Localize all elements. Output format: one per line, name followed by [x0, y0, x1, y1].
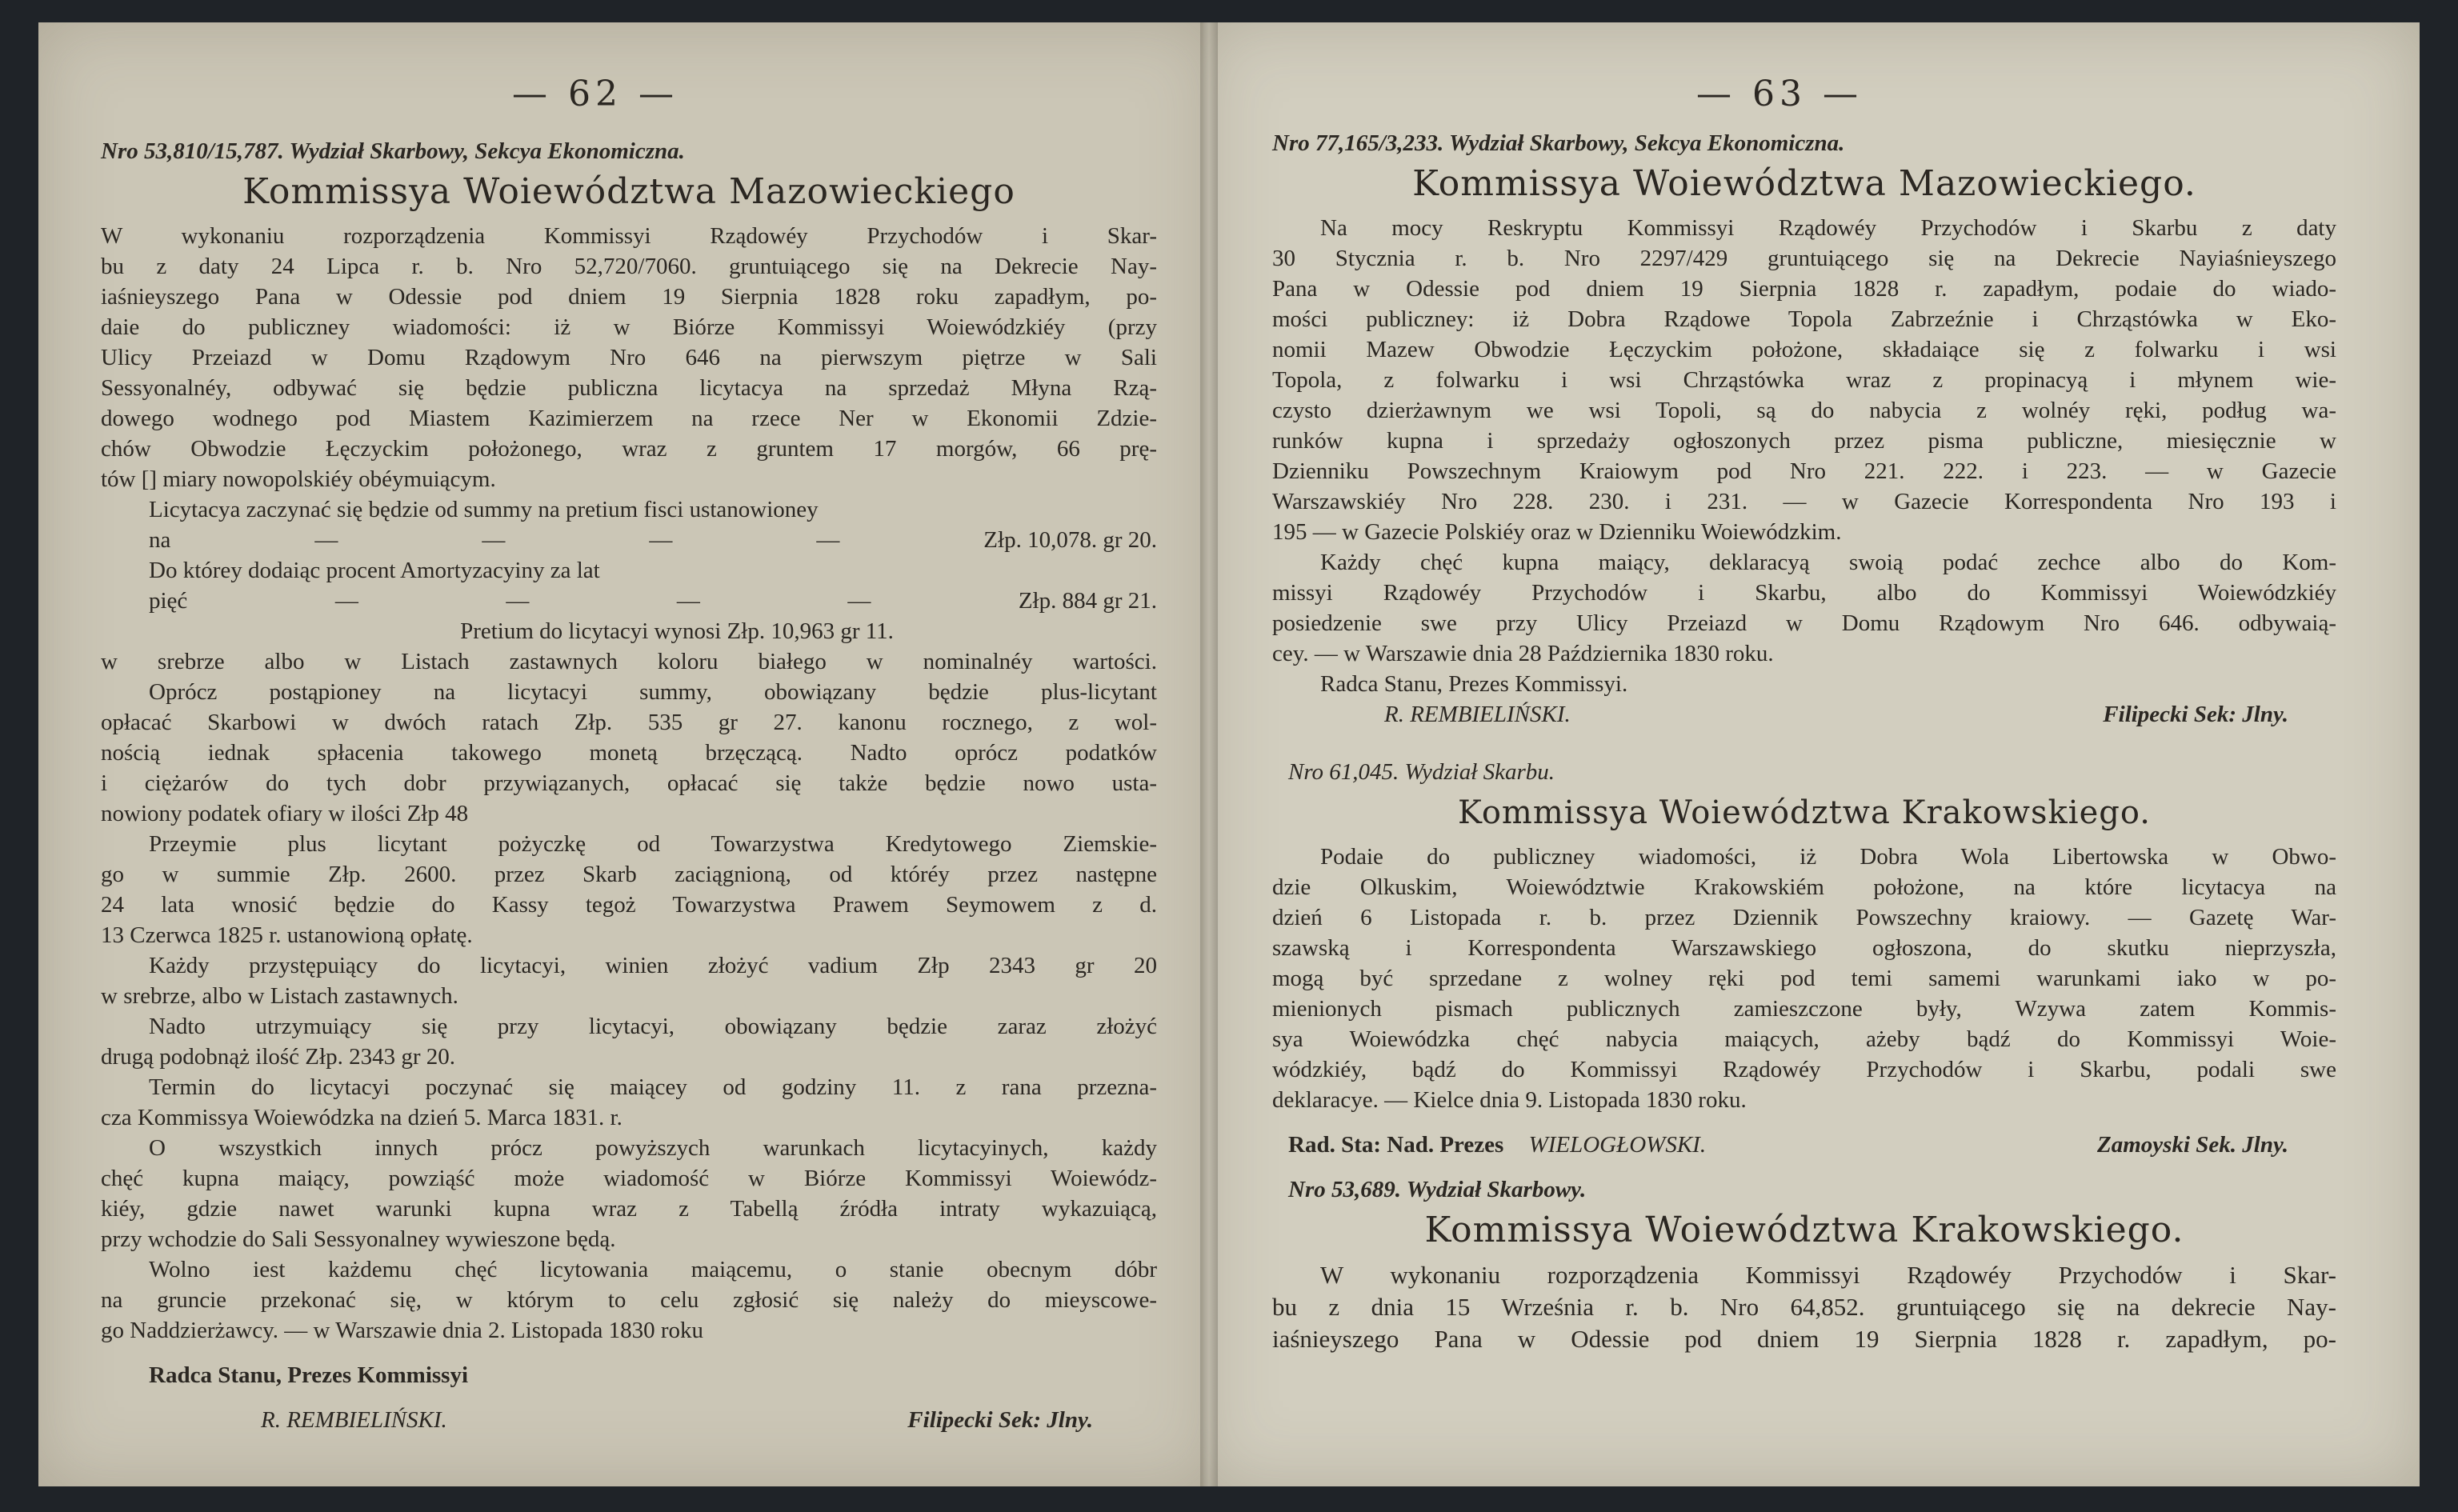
text-line: opłacać Skarbowi w dwóch ratach Złp. 535 gr 27. kanonu rocznego, z wol- [101, 710, 1157, 735]
text-line: deklaracye. — Kielce dnia 9. Listopada 1830 roku. [1272, 1087, 1747, 1113]
text-line: bu z dnia 15 Września r. b. Nro 64,852. gruntuiącego się na dekrecie Nay- [1272, 1293, 2336, 1321]
text-line: chów Obwodzie Łęczyckim położonego, wraz z gruntem 17 morgów, 66 prę- [101, 436, 1157, 462]
text-line: iaśnieyszego Pana w Odessie pod dniem 19 Sierpnia 1828 r. zapadłym, po- [1272, 1325, 2336, 1353]
signatory-title: Radca Stanu, Prezes Kommissyi. [1320, 671, 1628, 697]
text-line: na gruncie przekonać się, w którym to celu zgłosić się należy do mieyscowe- [101, 1287, 1157, 1313]
notice-reference: Nro 77,165/3,233. Wydział Skarbowy, Sekcya Ekonomiczna. [1272, 130, 1845, 156]
text-line: Przeymie plus licytant pożyczkę od Towarzystwa Kredytowego Ziemskie- [149, 831, 1157, 857]
text-line: w srebrze albo w Listach zastawnych koloru białego w nominalnéy wartości. [101, 649, 1157, 674]
signatory-name: WIELOGŁOWSKI. [1528, 1132, 1707, 1158]
text-line: 24 lata wnosić będzie do Kassy tegoż Towarzystwa Prawem Seymowem z d. [101, 892, 1157, 918]
text-line: Termin do licytacyi poczynać się maiącey od godziny 11. z rana przezna- [149, 1074, 1157, 1100]
text-line: missyi Rządowéy Przychodów i Skarbu, albo do Kommissyi Woiewódzkiéy [1272, 580, 2336, 606]
price-line: na — — — — Złp. 10,078. gr 20. [101, 525, 1157, 555]
text-line: W wykonaniu rozporządzenia Kommissyi Rządowéy Przychodów i Skar- [1320, 1261, 2336, 1289]
text-line: mości publiczney: iż Dobra Rządowe Topola Zabrzeźnie i Chrząstówka w Eko- [1272, 306, 2336, 332]
text-line: mienionych pismach publicznych zamieszczone były, Wzywa zatem Kommis- [1272, 996, 2336, 1022]
text-line: 13 Czerwca 1825 r. ustanowioną opłatę. [101, 922, 473, 948]
notice-body [1272, 842, 2336, 1115]
text-line: cza Kommissya Woiewódzka na dzień 5. Marca 1831. r. [101, 1105, 623, 1130]
text-line: szawską i Korrespondenta Warszawskiego ogłoszona, do skutku nieprzyszła, [1272, 935, 2336, 961]
price-label: Licytacya zaczynać się będzie od summy na pretium fisci ustanowioney [149, 497, 819, 522]
text-line: Pana w Odessie pod dniem 19 Sierpnia 1828 r. zapadłym, podaie do wiado- [1272, 276, 2336, 302]
text-line: Dzienniku Powszechnym Kraiowym pod Nro 221. 222. i 223. — w Gazecie [1272, 458, 2336, 484]
text-line: wódzkiéy, bądź do Kommissyi Rządowéy Przychodów i Skarbu, podali swe [1272, 1057, 2336, 1082]
signatory-title: Radca Stanu, Prezes Kommissyi [149, 1362, 469, 1388]
signatory-title: Rad. Sta: Nad. Prezes [1288, 1132, 1504, 1158]
pretium-line: Pretium do licytacyi wynosi Złp. 10,963 gr 11. [460, 618, 894, 644]
price-label: pięć [149, 588, 188, 614]
text-line: cey. — w Warszawie dnia 28 Października 1830 roku. [1272, 641, 1774, 666]
text-line: go Naddzierżawcy. — w Warszawie dnia 2. Listopada 1830 roku [101, 1318, 704, 1343]
price-label: na [149, 527, 171, 553]
text-line: runków kupna i sprzedaży ogłoszonych przez pisma publiczne, miesięcznie w [1272, 428, 2336, 454]
notice-reference: Nro 61,045. Wydział Skarbu. [1288, 759, 1555, 785]
text-line: Nadto utrzymuiący się przy licytacyi, obowiązany będzie zaraz złożyć [149, 1014, 1157, 1039]
notice-body [1272, 213, 2336, 669]
text-line: Sessyonalnéy, odbywać się będzie publiczna licytacya na sprzedaż Młyna Rzą- [101, 375, 1157, 401]
text-line: Każdy przystępuiący do licytacyi, winien złożyć vadium Złp 2343 gr 20 [149, 953, 1157, 978]
text-line: mogą być sprzedane z wolney ręki pod temi samemi warunkami iako w po- [1272, 966, 2336, 991]
notice-reference: Nro 53,810/15,787. Wydział Skarbowy, Sekcya Ekonomiczna. [101, 138, 685, 164]
notice-reference: Nro 53,689. Wydział Skarbowy. [1288, 1177, 1587, 1202]
notice-body [101, 221, 1157, 494]
notice-title: Kommissya Woiewództwa Krakowskiego. [1424, 1210, 2184, 1250]
signature-line [101, 1405, 1157, 1435]
notice-title: Kommissya Woiewództwa Mazowieckiego [242, 171, 1015, 212]
text-line: czysto dzierżawnym we wsi Topoli, są do nabycia z wolnéy ręki, podług wa- [1272, 398, 2336, 423]
text-line: 195 — w Gazecie Polskiéy oraz w Dzienniku Woiewódzkim. [1272, 519, 1842, 545]
signatory-name: R. REMBIELIŃSKI. [1384, 702, 1571, 727]
price-value: Złp. 884 gr 21. [1018, 588, 1157, 614]
page-number-right: — 63 — [1696, 74, 1863, 114]
text-line: nością iednak spłacenia takowego monetą brzęczącą. Nadto oprócz podatków [101, 740, 1157, 766]
left-column [101, 136, 1157, 1435]
text-line: Każdy chęć kupna maiący, deklaracyą swoią podać zechce albo do Kom- [1320, 550, 2336, 575]
text-line: chęć kupna maiący, powziąść może wiadomość w Biórze Kommissyi Woiewódz- [101, 1166, 1157, 1191]
text-line: W wykonaniu rozporządzenia Kommissyi Rządowéy Przychodów i Skar- [101, 223, 1157, 249]
secretary-name: Filipecki Sek: Jlny. [2103, 702, 2288, 727]
text-line: iaśnieyszego Pana w Odessie pod dniem 19 Sierpnia 1828 roku zapadłym, po- [101, 284, 1157, 310]
text-line: nowiony podatek ofiary w ilości Złp 48 [101, 801, 469, 826]
text-line: tów [] miary nowopolskiéy obéymuiącym. [101, 466, 496, 492]
text-line: dowego wodnego pod Miastem Kazimierzem na rzece Ner w Ekonomii Zdzie- [101, 406, 1157, 431]
text-line: dzień 6 Listopada r. b. przez Dziennik Powszechny kraiowy. — Gazetę War- [1272, 905, 2336, 930]
notice-title: Kommissya Woiewództwa Mazowieckiego. [1412, 163, 2196, 204]
text-line: Wolno iest każdemu chęć licytowania maiącemu, o stanie obecnym dóbr [149, 1257, 1157, 1282]
signature-line [1272, 1130, 2336, 1160]
secretary-name: Filipecki Sek: Jlny. [907, 1407, 1093, 1433]
text-line: O wszystkich innych prócz powyższych warunkach licytacyinych, każdy [149, 1135, 1157, 1161]
text-line: Warszawskiéy Nro 228. 230. i 231. — w Gazecie Korrespondenta Nro 193 i [1272, 489, 2336, 514]
text-line: Podaie do publiczney wiadomości, iż Dobra Wola Libertowska w Obwo- [1320, 844, 2336, 870]
text-line: i ciężarów do tych dobr przywiązanych, opłacać się także będzie nowo usta- [101, 770, 1157, 796]
page-fold [1200, 22, 1218, 1486]
price-value: Złp. 10,078. gr 20. [983, 527, 1157, 553]
price-line: pięć — — — — Złp. 884 gr 21. [101, 586, 1157, 616]
text-line: daie do publiczney wiadomości: iż w Biórze Kommissyi Woiewódzkiéy (przy [101, 314, 1157, 340]
text-line: posiedzenie swe przy Ulicy Przeiazd w Domu Rządowym Nro 646. odbywaią- [1272, 610, 2336, 636]
price-label: Do którey dodaiąc procent Amortyzacyiny za lat [149, 558, 600, 583]
page-number-left: — 62 — [512, 74, 679, 114]
notice-title: Kommissya Woiewództwa Krakowskiego. [1458, 794, 2151, 831]
secretary-name: Zamoyski Sek. Jlny. [2097, 1132, 2288, 1158]
signature-line [1272, 699, 2336, 730]
text-line: Na mocy Reskryptu Kommissyi Rządowéy Przychodów i Skarbu z daty [1320, 215, 2336, 241]
text-line: kiéy, gdzie nawet warunki kupna wraz z Tabellą źródła intraty wykazuiącą, [101, 1196, 1157, 1222]
text-line: 30 Stycznia r. b. Nro 2297/429 gruntuiącego się na Dekrecie Nayiaśnieyszego [1272, 246, 2336, 271]
text-line: go w summie Złp. 2600. przez Skarb zaciągnioną, od któréy przez następne [101, 862, 1157, 887]
text-line: Topola, z folwarku i wsi Chrząstówka wraz z propinacyą i młynem wie- [1272, 367, 2336, 393]
right-column [1272, 128, 2336, 1355]
text-line: bu z daty 24 Lipca r. b. Nro 52,720/7060. gruntuiącego się na Dekrecie Nay- [101, 254, 1157, 279]
notice-body [1272, 1259, 2336, 1355]
text-line: sya Woiewódzka chęć nabycia maiących, ażeby bądź do Kommissyi Woie- [1272, 1026, 2336, 1052]
notice-body-continued [101, 646, 1157, 1346]
text-line: nomii Mazew Obwodzie Łęczyckim położone, składaiące się z folwarku i wsi [1272, 337, 2336, 362]
text-line: Oprócz postąpioney na licytacyi summy, obowiązany będzie plus-licytant [149, 679, 1157, 705]
text-line: w srebrze, albo w Listach zastawnych. [101, 983, 458, 1009]
text-line: drugą podobnąż ilość Złp. 2343 gr 20. [101, 1044, 455, 1070]
text-line: dzie Olkuskim, Woiewództwie Krakowskiém położone, na które licytacya na [1272, 874, 2336, 900]
text-line: Ulicy Przeiazd w Domu Rządowym Nro 646 na pierwszym piętrze w Sali [101, 345, 1157, 370]
signatory-name: R. REMBIELIŃSKI. [261, 1407, 447, 1433]
price-block [101, 494, 1157, 646]
text-line: przy wchodzie do Sali Sessyonalney wywieszone będą. [101, 1226, 616, 1252]
